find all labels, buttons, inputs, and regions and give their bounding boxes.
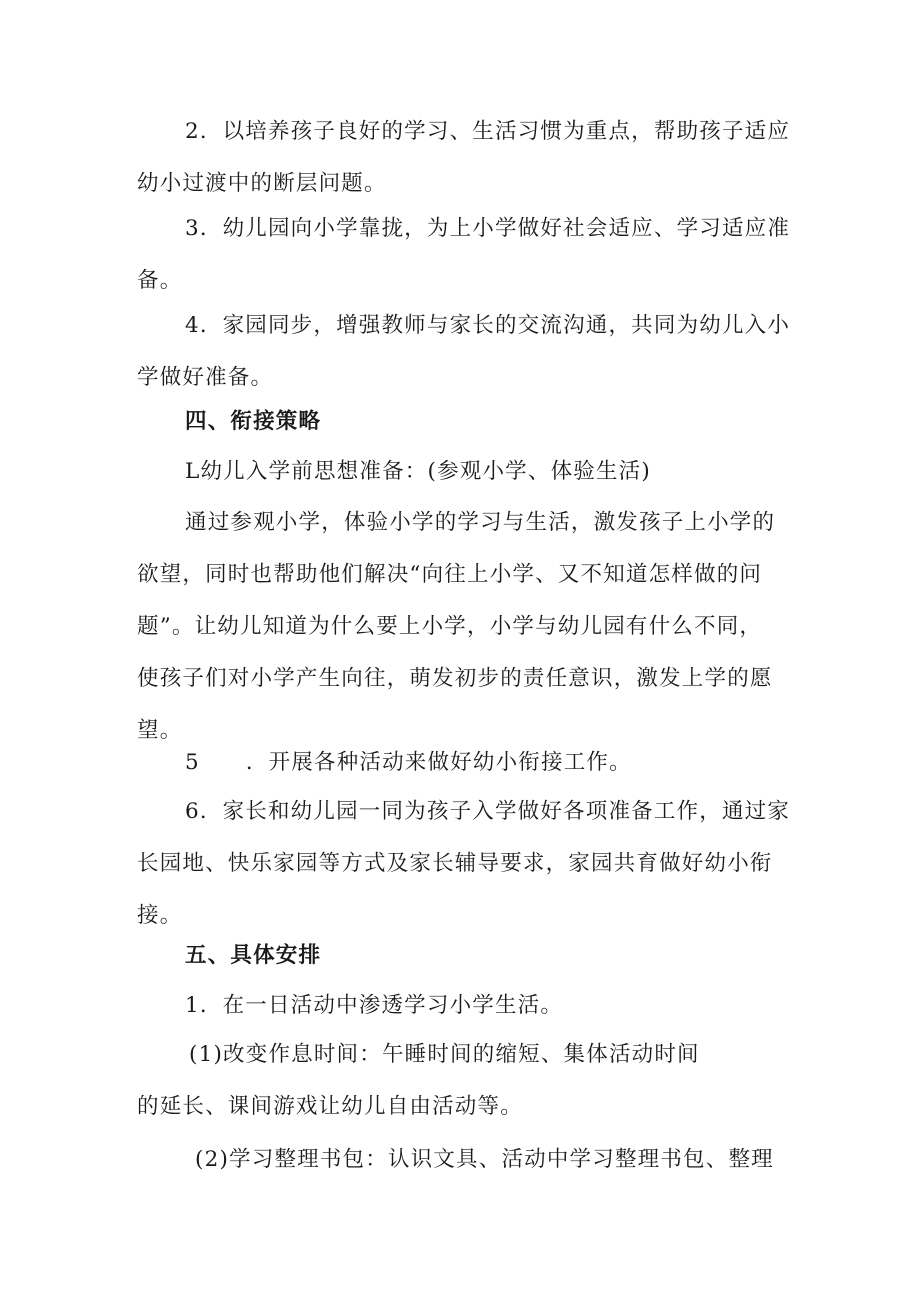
section-4-body-line-3: 题”。让幼儿知道为什么要上小学，小学与幼儿园有什么不同， [137,614,763,639]
list-item-4-line-2: 学做好准备。 [137,365,274,390]
section-5-subitem-2-line-1: (2)学习整理书包：认识文具、活动中学习整理书包、整理 [195,1147,774,1172]
section-5-item-1-text: 1．在一日活动中渗透学习小学生活。 [185,993,564,1018]
list-item-2-line-1: 2．以培养孩子良好的学习、生活习惯为重点，帮助孩子适应 [185,119,791,144]
section-4-heading [137,396,792,448]
section-5-heading [137,930,792,982]
list-item-2-line-2: 幼小过渡中的断层问题。 [137,171,387,196]
list-item-5-text: ．开展各种活动来做好幼小衔接工作。 [245,750,632,775]
list-item-4 [137,300,792,404]
list-item-6-line-1: 6．家长和幼儿园一同为孩子入学做好各项准备工作，通过家 [185,799,791,824]
section-5-subitem-1 [137,1029,792,1133]
section-5-subitem-1-line-1: (1)改变作息时间：午睡时间的缩短、集体活动时间 [189,1042,700,1067]
list-item-4-line-1: 4．家园同步，增强教师与家长的交流沟通，共同为幼儿入小 [185,313,791,338]
section-5-item-1 [137,980,792,1032]
section-4-body-line-4: 使孩子们对小学产生向往，萌发初步的责任意识，激发上学的愿 [137,666,773,691]
section-4-heading-text: 四、衔接策略 [185,409,322,434]
section-4-body-line-2: 欲望，同时也帮助他们解决“向往上小学、又不知道怎样做的问 [137,562,763,587]
list-item-3-line-2: 备。 [137,268,183,293]
list-item-5-number: 5 [185,750,200,775]
list-item-5-line [137,737,792,789]
section-4-subheading-1-text: L幼儿入学前思想准备：(参观小学、体验生活) [185,459,651,484]
list-item-5 [137,737,792,789]
section-4-body [137,497,792,757]
section-5-heading-text: 五、具体安排 [185,943,322,968]
list-item-2 [137,106,792,210]
section-4-body-line-5: 望。 [137,718,183,743]
section-4-subheading-1 [137,446,792,498]
section-4-body-line-1: 通过参观小学，体验小学的学习与生活，激发孩子上小学的 [185,510,776,535]
list-item-3 [137,203,792,307]
list-item-6 [137,786,792,942]
list-item-6-line-3: 接。 [137,903,183,928]
section-5-subitem-2 [137,1134,792,1186]
section-5-subitem-1-line-2: 的延长、课间游戏让幼儿自由活动等。 [137,1094,523,1119]
list-item-3-line-1: 3．幼儿园向小学靠拢，为上小学做好社会适应、学习适应准 [185,216,791,241]
list-item-6-line-2: 长园地、快乐家园等方式及家长辅导要求，家园共育做好幼小衔 [137,851,773,876]
